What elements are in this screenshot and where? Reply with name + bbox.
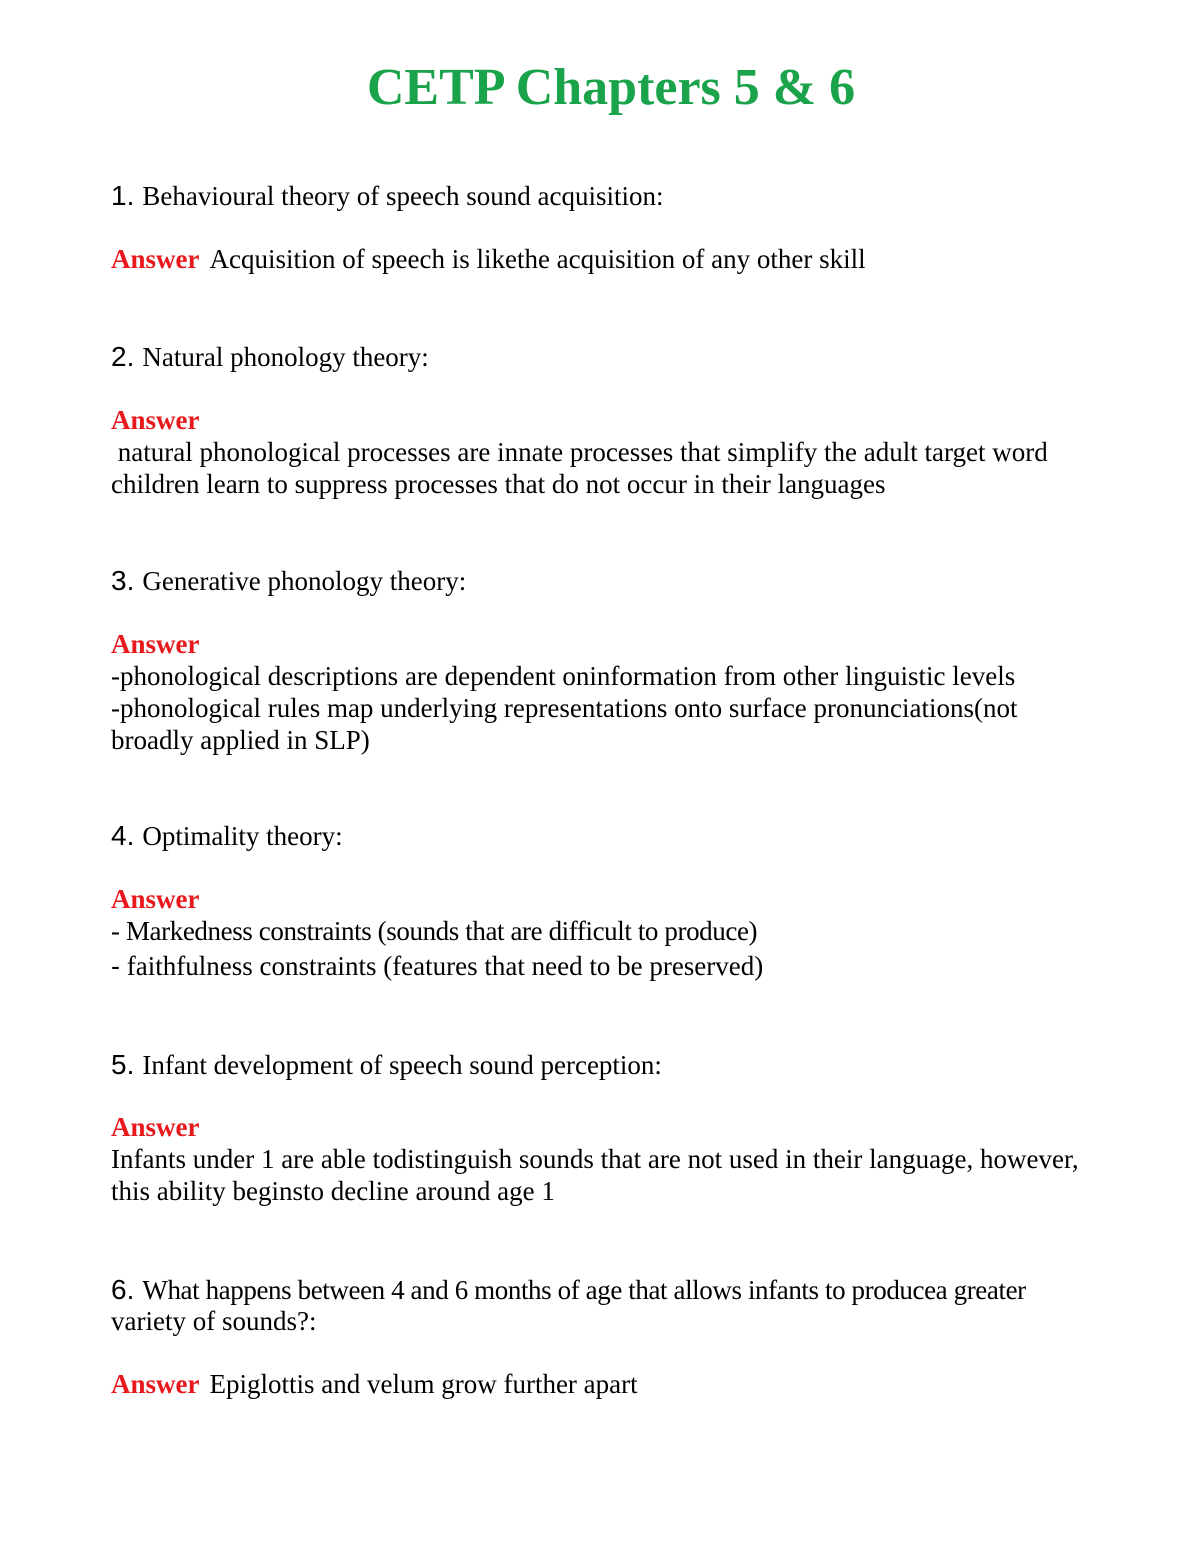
question-4 [111,820,1101,852]
answer-5 [111,1111,1111,1207]
page-title: CETP Chapters 5 & 6 [366,59,856,116]
question-text-line: variety of sounds?: [111,1306,317,1336]
answer-text-line: - Markedness constraints (sounds that are difficult to produce) [111,916,758,946]
answer-label: Answer [111,629,200,659]
answer-text-line: broadly applied in SLP) [111,725,370,755]
answer-6 [111,1368,1111,1400]
question-number: 2. [111,341,135,372]
answer-text-line: faithfulness constraints (features that need to be preserved) [126,951,764,981]
question-5 [111,1049,1101,1081]
answer-label: Answer [111,405,200,435]
question-6 [111,1274,1101,1337]
question-text: Generative phonology theory: [142,566,467,596]
answer-text: Acquisition of speech is likethe acquisition of any other skill [209,244,866,274]
answer-text-line: -phonological rules map underlying representations onto surface pronunciations(not [111,693,1018,723]
question-number: 1. [111,180,135,211]
answer-2 [111,404,1111,500]
question-text: Behavioural theory of speech sound acquisition: [142,181,664,211]
answer-text-line: Infants under 1 are able todistinguish sounds that are not used in their language, however, [111,1144,1079,1174]
answer-text-line: -phonological descriptions are dependent oninformation from other linguistic levels [111,661,1016,691]
question-text: Natural phonology theory: [142,342,429,372]
answer-label: Answer [111,244,200,274]
answer-3 [111,628,1111,756]
question-2 [111,341,1101,373]
answer-text-line: children learn to suppress processes that do not occur in their languages [111,469,886,499]
question-number: 6. [111,1274,135,1305]
answer-4 [111,883,1111,982]
answer-text-line: this ability beginsto decline around age 1 [111,1176,555,1206]
question-text: Infant development of speech sound perception: [142,1050,662,1080]
question-number: 4. [111,820,135,851]
question-3 [111,565,1101,597]
question-number: 5. [111,1049,135,1080]
answer-label: Answer [111,1369,200,1399]
question-number: 3. [111,565,135,596]
answer-text-line: natural phonological processes are innate processes that simplify the adult target word [111,437,1048,467]
question-text: Optimality theory: [142,821,343,851]
question-text-line: What happens between 4 and 6 months of age that allows infants to producea greater [142,1275,1026,1305]
answer-label: Answer [111,1112,200,1142]
answer-label: Answer [111,884,200,914]
answer-text: Epiglottis and velum grow further apart [209,1369,638,1399]
bullet-dash: - [111,951,120,981]
answer-1 [111,243,1111,275]
question-1 [111,180,1101,212]
